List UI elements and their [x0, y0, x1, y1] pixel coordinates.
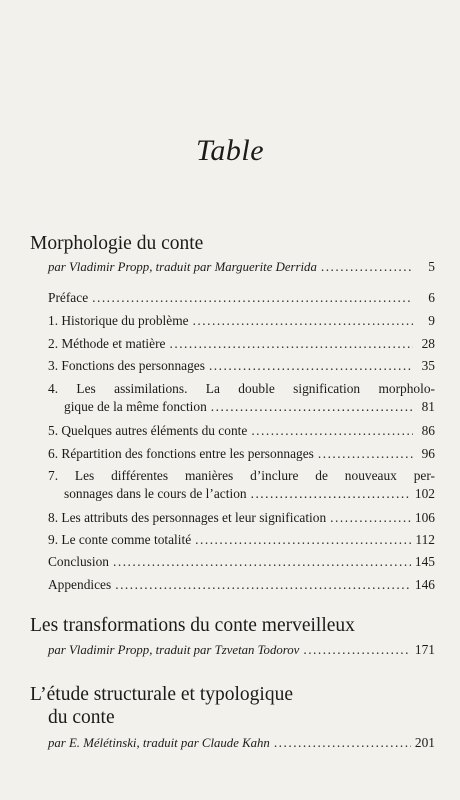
- page-number: 146: [414, 577, 435, 592]
- dot-leader: [115, 576, 411, 594]
- dot-leader: [274, 734, 411, 752]
- entry-label: 3. Fonctions des personnages: [48, 358, 205, 373]
- entry-label: Appendices: [48, 577, 112, 592]
- dot-leader: [251, 485, 411, 503]
- toc-entry: [48, 445, 435, 463]
- dot-leader: [211, 398, 413, 416]
- section-title: [30, 683, 293, 729]
- section-title: Les transformations du conte merveilleux: [30, 615, 355, 636]
- section-author: [48, 641, 435, 659]
- entry-label: 5. Quelques autres éléments du conte: [48, 423, 248, 438]
- toc-entry: [48, 576, 435, 594]
- entry-label: 2. Méthode et matière: [48, 336, 166, 351]
- page-number: 86: [421, 423, 435, 438]
- page-number: 28: [421, 336, 435, 351]
- dot-leader: [170, 335, 414, 353]
- dot-leader: [113, 553, 411, 571]
- page-number: 171: [414, 642, 435, 657]
- toc-entry: [48, 380, 435, 416]
- section-title-line1: L’étude structurale et typologique: [30, 684, 293, 705]
- page-title: Table: [195, 134, 265, 167]
- entry-label-line2: sonnages dans le cours de l’action: [64, 486, 247, 501]
- section-author: [48, 734, 435, 752]
- page-number: 35: [421, 358, 435, 373]
- toc-entry: [48, 312, 435, 330]
- page-number: 9: [428, 313, 435, 328]
- entry-label: 6. Répartition des fonctions entre les personnages: [48, 446, 314, 461]
- entry-label: Conclusion: [48, 554, 110, 569]
- toc-entry: [48, 335, 435, 353]
- author-label: par Vladimir Propp, traduit par Tzvetan Todorov: [48, 643, 300, 657]
- dot-leader: [195, 531, 411, 549]
- dot-leader: [330, 509, 411, 527]
- section-title-line2: du conte: [48, 707, 115, 728]
- entry-label-line2-row: [48, 485, 435, 503]
- author-label: par E. Mélétinski, traduit par Claude Kahn: [48, 736, 270, 750]
- entry-label: Préface: [48, 290, 89, 305]
- entry-label: 9. Le conte comme totalité: [48, 532, 192, 547]
- section-title: Morphologie du conte: [30, 233, 204, 254]
- author-label: par Vladimir Propp, traduit par Marguerite Derrida: [48, 260, 317, 274]
- entry-label-line1: 7. Les différentes manières d’inclure de nouveaux per-: [48, 468, 435, 483]
- page-number: 6: [428, 290, 435, 305]
- entry-label: 8. Les attributs des personnages et leur signification: [48, 510, 327, 525]
- page-number: 201: [414, 735, 435, 750]
- page-number: 145: [414, 554, 435, 569]
- page-number: 102: [414, 486, 435, 501]
- dot-leader: [251, 422, 413, 440]
- toc-entry: [48, 553, 435, 571]
- toc-entry: [48, 422, 435, 440]
- toc-entry: [48, 467, 435, 503]
- dot-leader: [209, 357, 413, 375]
- dot-leader: [303, 641, 411, 659]
- dot-leader: [321, 258, 413, 276]
- section-author: [48, 258, 435, 276]
- entry-label-line1: 4. Les assimilations. La double signification morpholo-: [48, 381, 435, 396]
- dot-leader: [92, 289, 413, 307]
- page-number: 81: [421, 399, 435, 414]
- entry-label: 1. Historique du problème: [48, 313, 189, 328]
- dot-leader: [318, 445, 413, 463]
- page-number: 96: [421, 446, 435, 461]
- toc-entry: [48, 289, 435, 307]
- entry-label-line2-row: [48, 398, 435, 416]
- entry-label-line2: gique de la même fonction: [64, 399, 207, 414]
- page-number: 106: [414, 510, 435, 525]
- toc-entry: [48, 509, 435, 527]
- toc-entry: [48, 531, 435, 549]
- page-number: 5: [428, 259, 435, 274]
- toc-entry: [48, 357, 435, 375]
- page-number: 112: [415, 532, 435, 547]
- dot-leader: [193, 312, 413, 330]
